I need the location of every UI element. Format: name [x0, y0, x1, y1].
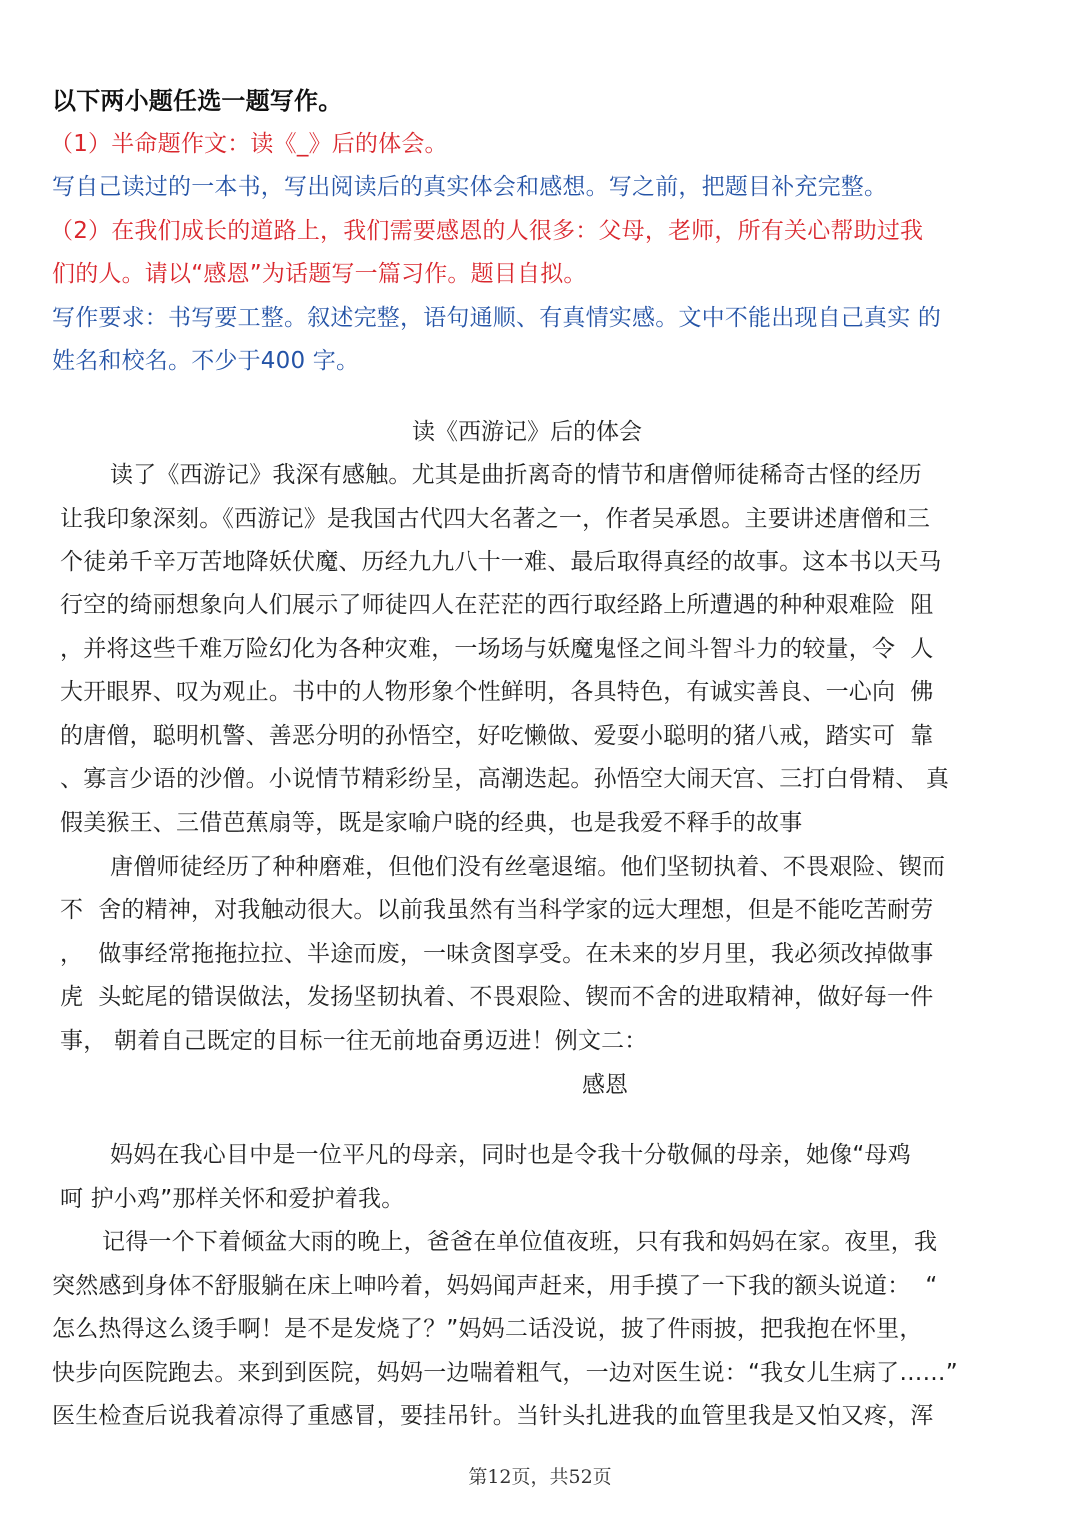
essay-1-line: 大开眼界、叹为观止。书中的人物形象个性鲜明，各具特色，有诚实善良、一心向 佛: [60, 679, 934, 705]
essay-1-line: 、寡言少语的沙僧。小说情节精彩纷呈，高潮迭起。孙悟空大闹天宫、三打白骨精、 真: [60, 766, 950, 792]
essay-2-title: 感恩: [582, 1072, 628, 1098]
essay-1-line: 不 舍的精神，对我触动很大。以前我虽然有当科学家的远大理想，但是不能吃苦耐劳: [60, 897, 934, 923]
essay-2-line: 突然感到身体不舒服躺在床上呻吟着，妈妈闻声赶来，用手摸了一下我的额头说道： “: [52, 1273, 938, 1299]
essay-2-line: 怎么热得这么烫手啊！是不是发烧了？”妈妈二话没说，披了件雨披，把我抱在怀里，: [52, 1316, 923, 1342]
option-1-title: （1）半命题作文：读《_》后的体会。: [50, 131, 448, 157]
option-1-description: 写自己读过的一本书，写出阅读后的真实体会和感想。写之前，把题目补充完整。: [52, 174, 888, 200]
essay-2-line: 妈妈在我心目中是一位平凡的母亲，同时也是令我十分敬佩的母亲，她像“母鸡: [110, 1142, 911, 1168]
essay-1-line: 虎 头蛇尾的错误做法，发扬坚韧执着、不畏艰险、锲而不舍的进取精神，做好每一件: [60, 984, 934, 1010]
essay-1-line: 行空的绮丽想象向人们展示了师徒四人在茫茫的西行取经路上所遭遇的种种艰难险 阻: [60, 592, 934, 618]
option-2-line-1: （2）在我们成长的道路上，我们需要感恩的人很多：父母，老师，所有关心帮助过我: [50, 218, 924, 244]
essay-1-line: 假美猴王、三借芭蕉扇等，既是家喻户晓的经典，也是我爱不释手的故事: [60, 810, 803, 836]
instructions-heading: 以下两小题任选一题写作。: [52, 87, 343, 115]
requirements-line-1: 写作要求：书写要工整。叙述完整，语句通顺、有真情实感。文中不能出现自己真实 的: [52, 305, 942, 331]
essay-1-line: 事， 朝着自己既定的目标一往无前地奋勇迈进！例文二：: [60, 1028, 648, 1054]
essay-2-line: 呵 护小鸡”那样关怀和爱护着我。: [60, 1186, 405, 1212]
essay-1-line: 个徒弟千辛万苦地降妖伏魔、历经九九八十一难、最后取得真经的故事。这本书以天马: [60, 549, 942, 575]
essay-2-line: 记得一个下着倾盆大雨的晚上，爸爸在单位值夜班，只有我和妈妈在家。夜里，我: [102, 1229, 938, 1255]
essay-2-line: 医生检查后说我着凉得了重感冒，要挂吊针。当针头扎进我的血管里我是又怕又疼，浑: [52, 1403, 934, 1429]
essay-1-line: 唐僧师徒经历了种种磨难，但他们没有丝毫退缩。他们坚韧执着、不畏艰险、锲而: [110, 854, 946, 880]
essay-1-line: 让我印象深刻。《西游记》是我国古代四大名著之一，作者吴承恩。主要讲述唐僧和三: [60, 506, 931, 532]
essay-2-line: 快步向医院跑去。来到到医院，妈妈一边喘着粗气，一边对医生说：“我女儿生病了……”: [52, 1360, 958, 1386]
page-number-footer: 第12页，共52页: [468, 1466, 612, 1488]
essay-1-line: 的唐僧，聪明机警、善恶分明的孙悟空，好吃懒做、爱耍小聪明的猪八戒，踏实可 靠: [60, 723, 934, 749]
option-2-line-2: 们的人。请以“感恩”为话题写一篇习作。题目自拟。: [52, 261, 587, 287]
essay-1-line: ， 做事经常拖拖拉拉、半途而废，一味贪图享受。在未来的岁月里，我必须改掉做事: [60, 941, 934, 967]
requirements-line-2: 姓名和校名。不少于400 字。: [52, 348, 360, 374]
essay-1-title: 读《西游记》后的体会: [412, 419, 642, 445]
essay-1-line: ，并将这些千难万险幻化为各种灾难，一场场与妖魔鬼怪之间斗智斗力的较量，令 人: [60, 636, 934, 662]
essay-1-line: 读了《西游记》我深有感触。尤其是曲折离奇的情节和唐僧师徒稀奇古怪的经历: [110, 462, 922, 488]
